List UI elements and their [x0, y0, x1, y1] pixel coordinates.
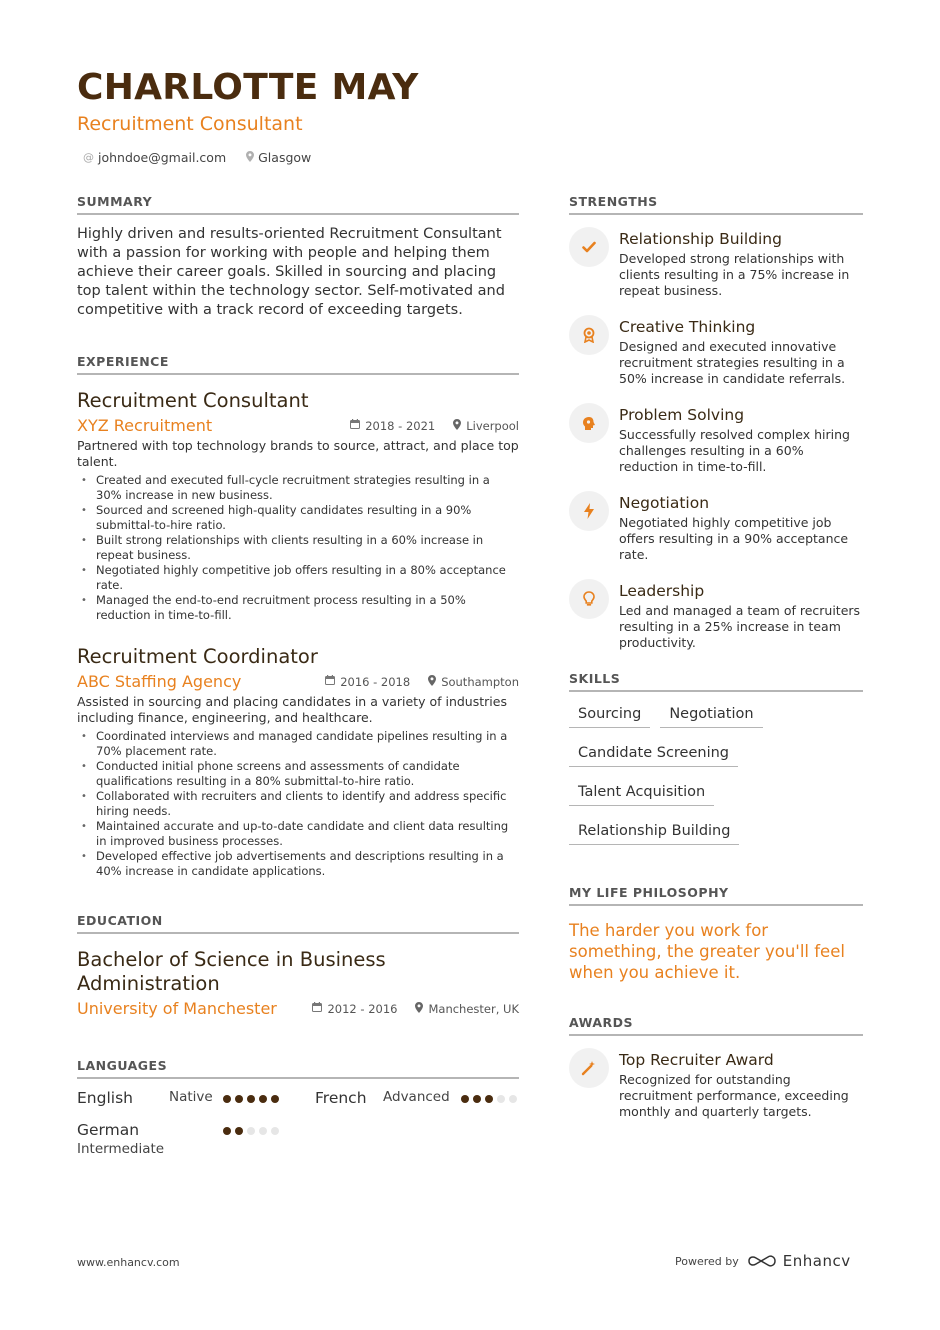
rating-dot	[497, 1095, 505, 1103]
brain-icon	[569, 403, 609, 443]
job-info-row	[77, 672, 519, 691]
job-location-text: Southampton	[441, 674, 519, 689]
philosophy-quote: The harder you work for something, the greater you'll feel when you achieve it.	[569, 921, 845, 982]
calendar-icon	[312, 1002, 322, 1015]
summary-heading: SUMMARY	[77, 194, 519, 215]
job-bullet: • Collaborated with recruiters and clients to identify and address specific hiring needs.	[96, 789, 519, 819]
awards-section	[569, 1015, 863, 1120]
magic-wand-icon	[569, 1048, 609, 1088]
job-bullet: • Created and executed full-cycle recruitment strategies resulting in a 30% increase in new business.	[96, 473, 519, 503]
strength-title: Relationship Building	[619, 230, 782, 248]
job-bullets	[77, 473, 519, 623]
job-bullet: • Negotiated highly competitive job offers resulting in a 80% acceptance rate.	[96, 563, 519, 593]
language-item	[315, 1089, 519, 1107]
enhancv-brand-name: Enhancv	[782, 1252, 851, 1270]
summary-section	[77, 194, 519, 320]
job-bullet: • Coordinated interviews and managed candidate pipelines resulting in a 70% placement rate.	[96, 729, 519, 759]
rating-dot	[259, 1095, 267, 1103]
strength-item	[569, 317, 863, 387]
strength-desc: Successfully resolved complex hiring challenges resulting in a 60% reduction in time-to-fill.	[619, 427, 850, 474]
location-text: Glasgow	[258, 150, 312, 165]
education-dates	[312, 1002, 397, 1016]
job-dates-text: 2016 - 2018	[340, 674, 411, 689]
enhancv-logo-mark	[747, 1254, 777, 1268]
job-info-row	[77, 416, 519, 435]
rating-dot	[235, 1095, 243, 1103]
location-pin-icon	[453, 419, 461, 433]
job-dates	[325, 675, 410, 689]
company-name: XYZ Recruitment	[77, 416, 213, 435]
strength-desc: Developed strong relationships with clients resulting in a 75% increase in repeat business.	[619, 251, 850, 298]
job-bullet: • Conducted initial phone screens and assessments of candidate qualifications resulting in a 80% submittal-to-hire ratio.	[96, 759, 519, 789]
language-level: Native	[169, 1089, 213, 1105]
skill-tag: Candidate Screening	[569, 741, 738, 767]
rating-dot	[271, 1127, 279, 1135]
languages-grid	[77, 1089, 519, 1157]
skill-tag: Negotiation	[660, 702, 762, 728]
strength-title: Negotiation	[619, 494, 710, 512]
degree-title: Bachelor of Science in Business Administration	[77, 948, 386, 995]
job-description: Partnered with top technology brands to source, attract, and place top talent.	[77, 438, 519, 469]
calendar-icon	[350, 419, 360, 432]
skills-section	[569, 671, 863, 845]
contact-email[interactable]	[83, 150, 226, 165]
rating-dot	[473, 1095, 481, 1103]
left-column	[77, 194, 519, 1157]
education-section	[77, 913, 519, 1018]
location-pin-icon	[246, 151, 254, 165]
languages-heading: LANGUAGES	[77, 1058, 519, 1079]
strengths-list	[569, 229, 863, 651]
skills-heading: SKILLS	[569, 671, 863, 692]
job-title: Recruitment Consultant	[77, 389, 309, 412]
education-heading: EDUCATION	[77, 913, 519, 934]
education-dates-text: 2012 - 2016	[327, 1001, 398, 1016]
language-level: Advanced	[383, 1089, 450, 1105]
calendar-icon	[325, 675, 335, 688]
skills-list	[569, 702, 863, 845]
job-bullets	[77, 729, 519, 879]
award-desc: Recognized for outstanding recruitment performance, exceeding monthly and quarterly targets.	[619, 1072, 849, 1119]
job-bullet: • Developed effective job advertisements and descriptions resulting in a 40% increase in candidate applications.	[96, 849, 519, 879]
philosophy-heading: MY LIFE PHILOSOPHY	[569, 885, 863, 906]
rating-dot	[223, 1095, 231, 1103]
school-name: University of Manchester	[77, 999, 277, 1018]
language-rating	[223, 1089, 279, 1103]
strength-item	[569, 581, 863, 651]
job-meta	[350, 419, 519, 433]
job-title: Recruitment Coordinator	[77, 645, 318, 668]
awards-heading: AWARDS	[569, 1015, 863, 1036]
footer-powered	[675, 1252, 851, 1270]
strengths-section	[569, 194, 863, 651]
resume-header	[77, 66, 877, 165]
strength-desc: Led and managed a team of recruiters resulting in a 25% increase in team productivity.	[619, 603, 861, 650]
job-bullet: • Sourced and screened high-quality candidates resulting in a 90% submittal-to-hire ratio.	[96, 503, 519, 533]
email-text: johndoe@gmail.com	[98, 150, 227, 165]
language-level: Intermediate	[77, 1141, 165, 1157]
right-column	[569, 194, 863, 1138]
summary-text: Highly driven and results-oriented Recruitment Consultant with a passion for working with people and helping them achieve their career goals. Skilled in sourcing and placing top talent within the technology sector. Self-motivated and competitive with a track record of exceeding targets.	[77, 226, 505, 318]
strength-item	[569, 493, 863, 563]
award-item	[569, 1050, 863, 1120]
strength-item	[569, 229, 863, 299]
location-pin-icon	[415, 1002, 423, 1016]
education-info-row	[77, 999, 519, 1018]
strength-title: Creative Thinking	[619, 318, 756, 336]
strengths-heading: STRENGTHS	[569, 194, 863, 215]
language-rating	[461, 1089, 517, 1103]
rating-dot	[259, 1127, 267, 1135]
contact-location	[246, 150, 311, 165]
job-dates-text: 2018 - 2021	[365, 418, 436, 433]
job-bullet: • Managed the end-to-end recruitment process resulting in a 50% reduction in time-to-fill.	[96, 593, 519, 623]
rating-dot	[509, 1095, 517, 1103]
job-location	[428, 675, 519, 689]
company-name: ABC Staffing Agency	[77, 672, 242, 691]
candidate-title: Recruitment Consultant	[77, 113, 303, 135]
rating-dot	[461, 1095, 469, 1103]
job-description: Assisted in sourcing and placing candidates in a variety of industries including finance, engineering, and healthcare.	[77, 694, 507, 725]
award-title: Top Recruiter Award	[619, 1051, 774, 1069]
award-icon	[569, 315, 609, 355]
lightbulb-icon	[569, 579, 609, 619]
powered-by-label: Powered by	[675, 1254, 739, 1268]
job-meta	[325, 675, 519, 689]
rating-dot	[271, 1095, 279, 1103]
location-pin-icon	[428, 675, 436, 689]
job-location-text: Liverpool	[466, 418, 519, 433]
strength-desc: Designed and executed innovative recruitment strategies resulting in a 50% increase in candidate referrals.	[619, 339, 846, 386]
rating-dot	[485, 1095, 493, 1103]
job-entry	[77, 389, 519, 623]
enhancv-logo[interactable]	[747, 1252, 851, 1270]
skill-tag: Talent Acquisition	[569, 780, 714, 806]
strength-title: Problem Solving	[619, 406, 745, 424]
skill-tag: Sourcing	[569, 702, 650, 728]
strength-desc: Negotiated highly competitive job offers resulting in a 90% acceptance rate.	[619, 515, 849, 562]
education-meta	[312, 1002, 519, 1016]
job-bullet: • Built strong relationships with clients resulting in a 60% increase in repeat business.	[96, 533, 519, 563]
job-dates	[350, 419, 435, 433]
rating-dot	[223, 1127, 231, 1135]
rating-dot	[247, 1127, 255, 1135]
language-rating	[223, 1121, 279, 1135]
language-name: German	[77, 1121, 140, 1139]
rating-dot	[235, 1127, 243, 1135]
strength-item	[569, 405, 863, 475]
skill-tag: Relationship Building	[569, 819, 739, 845]
at-icon: @	[83, 151, 94, 164]
experience-heading: EXPERIENCE	[77, 354, 519, 375]
languages-section	[77, 1058, 519, 1157]
philosophy-section	[569, 885, 863, 983]
education-location	[415, 1002, 519, 1016]
contact-row	[77, 150, 877, 165]
check-icon	[569, 227, 609, 267]
language-item	[77, 1121, 315, 1157]
candidate-name: CHARLOTTE MAY	[77, 67, 419, 108]
lightning-icon	[569, 491, 609, 531]
job-bullet: • Maintained accurate and up-to-date candidate and client data resulting in improved business processes.	[96, 819, 519, 849]
strength-title: Leadership	[619, 582, 705, 600]
job-entry	[77, 645, 519, 879]
footer-site-link[interactable]: www.enhancv.com	[77, 1256, 180, 1269]
language-name: French	[315, 1089, 367, 1107]
education-location-text: Manchester, UK	[428, 1001, 519, 1016]
language-name: English	[77, 1089, 133, 1107]
rating-dot	[247, 1095, 255, 1103]
experience-section	[77, 354, 519, 879]
language-name-block	[77, 1121, 223, 1157]
language-item	[77, 1089, 315, 1107]
job-location	[453, 419, 519, 433]
